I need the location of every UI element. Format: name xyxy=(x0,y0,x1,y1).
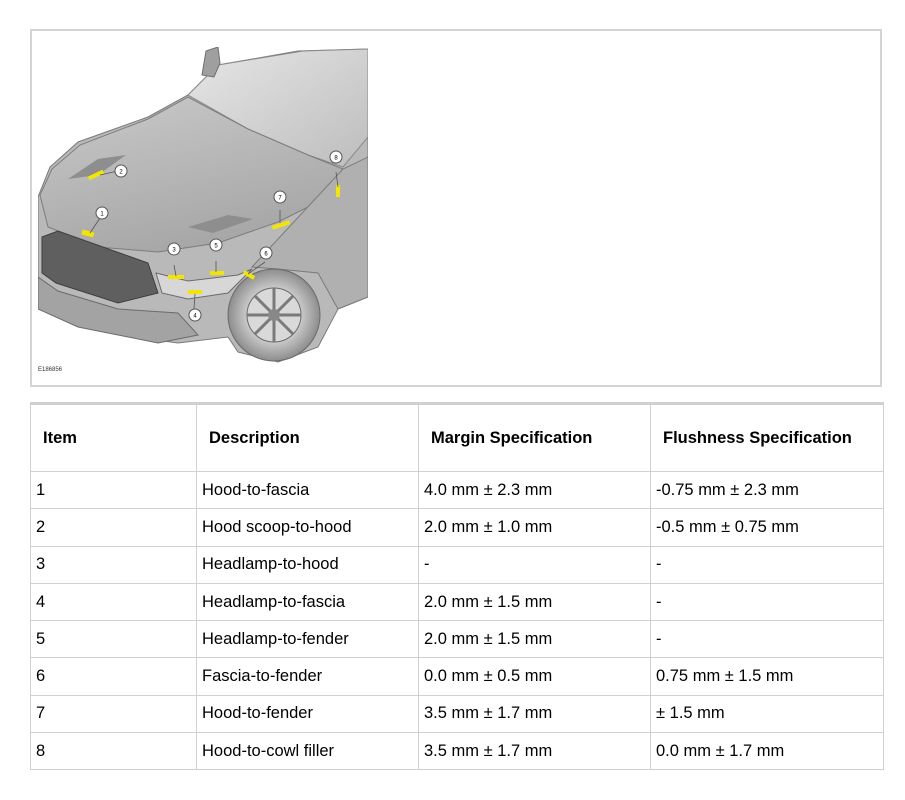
header-description: Description xyxy=(197,404,419,472)
table-row xyxy=(31,472,884,509)
callout-3-label: 3 xyxy=(172,247,176,254)
table-row xyxy=(31,509,884,546)
callout-2-label: 2 xyxy=(119,169,123,176)
cell-item: 7 xyxy=(31,695,197,732)
cell-description: Hood-to-fascia xyxy=(197,472,419,509)
header-flushness-specification: Flushness Specification xyxy=(651,404,884,472)
cell-item: 5 xyxy=(31,621,197,658)
cell-item: 2 xyxy=(31,509,197,546)
cell-flushness: -0.75 mm ± 2.3 mm xyxy=(651,472,884,509)
cell-description: Hood scoop-to-hood xyxy=(197,509,419,546)
callout-7 xyxy=(274,191,286,203)
callout-2 xyxy=(115,165,127,177)
callout-1-label: 1 xyxy=(100,211,104,218)
cell-margin: 4.0 mm ± 2.3 mm xyxy=(419,472,651,509)
cell-item: 3 xyxy=(31,546,197,583)
cell-item: 6 xyxy=(31,658,197,695)
figure-id: E186856 xyxy=(38,367,63,373)
cell-margin: 2.0 mm ± 1.5 mm xyxy=(419,583,651,620)
table-row xyxy=(31,546,884,583)
cell-margin: - xyxy=(419,546,651,583)
callout-8-label: 8 xyxy=(334,155,338,162)
cell-margin: 3.5 mm ± 1.7 mm xyxy=(419,733,651,770)
callout-4 xyxy=(189,309,201,321)
callout-3 xyxy=(168,243,180,255)
marker-5 xyxy=(210,271,224,275)
cell-description: Headlamp-to-hood xyxy=(197,546,419,583)
cell-description: Fascia-to-fender xyxy=(197,658,419,695)
cell-flushness: ± 1.5 mm xyxy=(651,695,884,732)
cell-flushness: -0.5 mm ± 0.75 mm xyxy=(651,509,884,546)
cell-flushness: - xyxy=(651,583,884,620)
car-front-illustration xyxy=(38,47,368,365)
table-row xyxy=(31,733,884,770)
cell-flushness: - xyxy=(651,621,884,658)
callout-4-label: 4 xyxy=(193,313,197,320)
cell-margin: 0.0 mm ± 0.5 mm xyxy=(419,658,651,695)
table-row xyxy=(31,658,884,695)
callout-7-label: 7 xyxy=(278,195,282,202)
table-row xyxy=(31,695,884,732)
callout-6-label: 6 xyxy=(264,251,268,258)
cell-description: Headlamp-to-fender xyxy=(197,621,419,658)
cell-margin: 2.0 mm ± 1.0 mm xyxy=(419,509,651,546)
cell-margin: 2.0 mm ± 1.5 mm xyxy=(419,621,651,658)
cell-flushness: 0.75 mm ± 1.5 mm xyxy=(651,658,884,695)
cell-description: Hood-to-cowl filler xyxy=(197,733,419,770)
table-header-row xyxy=(31,404,884,472)
callout-5-label: 5 xyxy=(214,243,218,250)
callout-8 xyxy=(330,151,342,163)
cell-item: 4 xyxy=(31,583,197,620)
cell-description: Headlamp-to-fascia xyxy=(197,583,419,620)
wheel-hub xyxy=(268,309,280,321)
figure-panel xyxy=(30,29,882,387)
cell-item: 1 xyxy=(31,472,197,509)
cell-item: 8 xyxy=(31,733,197,770)
callout-6 xyxy=(260,247,272,259)
table-row xyxy=(31,583,884,620)
cell-margin: 3.5 mm ± 1.7 mm xyxy=(419,695,651,732)
marker-4 xyxy=(188,290,202,294)
cell-flushness: 0.0 mm ± 1.7 mm xyxy=(651,733,884,770)
specification-table xyxy=(30,402,884,770)
cell-description: Hood-to-fender xyxy=(197,695,419,732)
header-margin-specification: Margin Specification xyxy=(419,404,651,472)
cell-flushness: - xyxy=(651,546,884,583)
callout-1 xyxy=(96,207,108,219)
callout-5 xyxy=(210,239,222,251)
header-item: Item xyxy=(31,404,197,472)
table-row xyxy=(31,621,884,658)
